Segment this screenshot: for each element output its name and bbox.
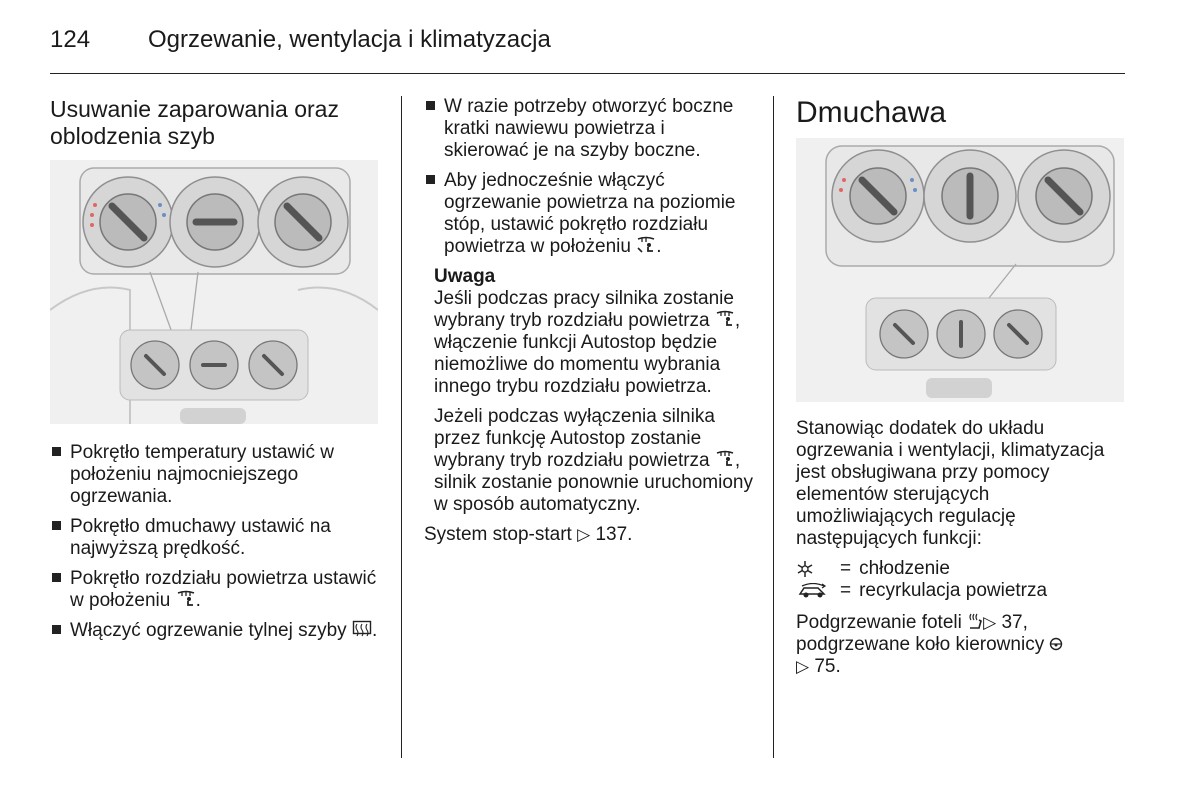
list-item: W razie potrzeby otworzyć boczne kratki nawiewu powietrza i skierować je na szyby boczne. <box>424 96 754 162</box>
bullet-square <box>426 175 435 184</box>
list-item: Włączyć ogrzewanie tylnej szyby . <box>50 620 390 642</box>
bullet-square <box>52 625 61 634</box>
bullet-square <box>52 521 61 530</box>
list-item: Aby jednocześnie włączyć ogrzewanie powietrza na poziomie stóp, ustawić pokrętło rozdziału powietrza w położeniu . <box>424 170 754 258</box>
cross-reference[interactable]: podgrzewane koło kierownicy <box>796 634 1128 656</box>
column-divider-1 <box>401 96 402 758</box>
column-middle <box>424 96 754 554</box>
list-item: Pokrętło dmuchawy ustawić na najwyższą prędkość. <box>50 516 390 560</box>
bullet-square <box>52 573 61 582</box>
note-paragraph: Jeżeli podczas wyłączenia silnika przez funkcję Autostop zostanie wybrany tryb rozdziału powietrza , silnik zostanie ponownie uruchomiony w sposób automatyczny. <box>434 406 753 515</box>
page-reference-arrow-icon: ▷ <box>796 657 810 676</box>
cross-reference[interactable]: Podgrzewanie foteli ▷ 37, <box>796 612 1028 633</box>
bullet-square <box>52 447 61 456</box>
rear-window-heating-icon <box>352 620 372 638</box>
page-reference-arrow-icon: ▷ <box>983 613 997 632</box>
seat-heating-icon <box>967 612 983 630</box>
definition-row: = recyrkulacja powietrza <box>796 580 1128 602</box>
climate-control-illustration <box>796 138 1124 402</box>
windscreen-feet-airflow-icon <box>715 450 735 468</box>
windscreen-feet-airflow-icon <box>715 310 735 328</box>
column-right <box>796 96 1128 678</box>
list-item: Pokrętło temperatury ustawić w położeniu najmocniejszego ogrzewania. <box>50 442 390 508</box>
cross-reference[interactable]: ▷ 75. <box>796 656 841 677</box>
page-reference-arrow-icon: ▷ <box>577 525 591 544</box>
snowflake-icon <box>796 560 814 578</box>
note-paragraph: Jeśli podczas pracy silnika zostanie wybrany tryb rozdziału powietrza , włączenie funkcji Autostop będzie niemożliwe do momentu wybrania innego trybu rozdziału powietrza. <box>434 288 741 397</box>
column-divider-2 <box>773 96 774 758</box>
climate-control-illustration <box>50 160 378 424</box>
list-item: Pokrętło rozdziału powietrza ustawić w położeniu . <box>50 568 390 612</box>
intro-paragraph: Stanowiąc dodatek do układu ogrzewania i wentylacji, klimatyzacja jest obsługiwana przy pomocy elementów sterujących umożliwiających regulację następujących funkcji: <box>796 418 1105 549</box>
note-title: Uwaga <box>434 266 496 287</box>
cross-reference[interactable]: System stop-start ▷ 137. <box>424 524 633 545</box>
windscreen-feet-airflow-icon <box>176 590 196 608</box>
windscreen-feet-airflow-icon <box>636 236 656 254</box>
section-heading-blower: Dmuchawa <box>796 96 947 129</box>
bullet-square <box>426 101 435 110</box>
recirculation-icon <box>796 583 830 599</box>
header-rule <box>50 73 1125 74</box>
section-heading-defog: Usuwanie zaparowania oraz oblodzenia szyb <box>50 96 339 149</box>
steering-wheel-heating-icon <box>1049 637 1063 651</box>
column-left <box>50 96 390 650</box>
page-title: Ogrzewanie, wentylacja i klimatyzacja <box>148 26 551 53</box>
page-number: 124 <box>50 26 91 53</box>
definition-row: = chłodzenie <box>796 558 1128 580</box>
